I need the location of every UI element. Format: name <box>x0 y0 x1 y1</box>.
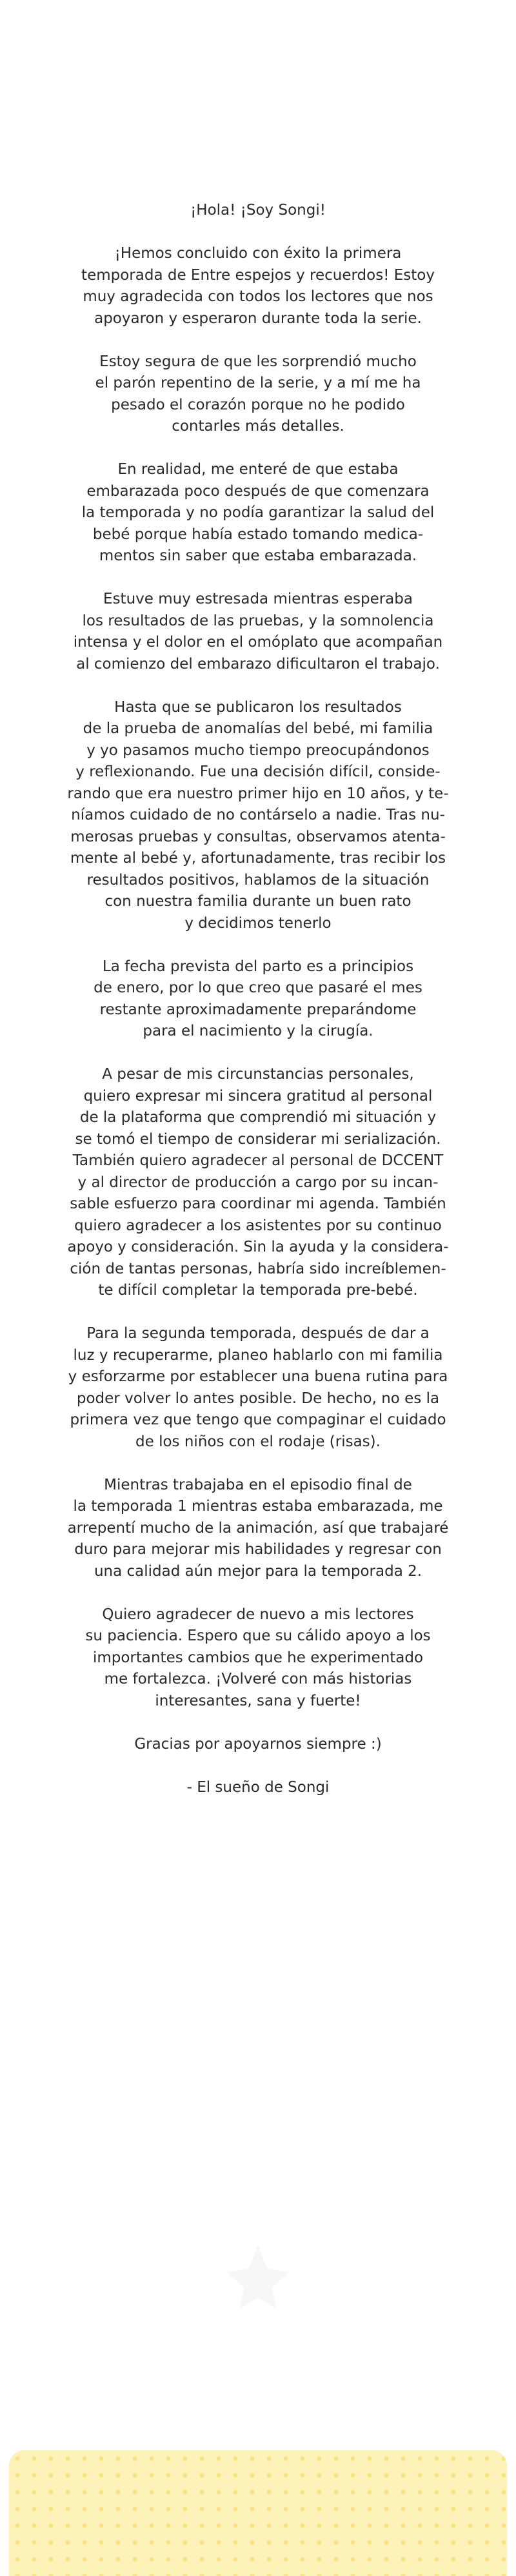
letter-paragraph: Estuve muy estresada mientras esperaba los resultados de las pruebas, y la somnolencia intensa y el dolor en el omóplato que acompañan al comienzo del embarazo dificultaron el trabajo. <box>73 591 443 673</box>
letter-paragraph: ¡Hemos concluido con éxito la primera temporada de Entre espejos y recuerdos! Estoy muy agradecida con todos los lectores que nos apoyaron y esperaron durante toda la serie. <box>81 245 435 327</box>
letter-paragraph: Estoy segura de que les sorprendió mucho el parón repentino de la serie, y a mí me ha pesado el corazón porque no he podido contarles más detalles. <box>95 353 421 435</box>
letter-paragraph: En realidad, me enteré de que estaba embarazada poco después de que comenzara la temporada y no podía garantizar la salud del bebé porque había estado tomando medica- mentos sin saber que estaba embarazada. <box>81 461 435 564</box>
footer-dotted-panel <box>9 2450 507 2576</box>
letter-paragraph: A pesar de mis circunstancias personales, quiero expresar mi sincera gratitud al personal de la plataforma que comprendió mi situación y se tomó el tiempo de considerar mi serialización. También quiero agradecer al personal de DCCENT y al director de producción a cargo por su incan- sable esfuerzo para coordinar mi agenda. También quiero agradecer a los asistentes por su continuo apoyo y consideración. Sin la ayuda y la considera- ción de tantas personas, habría sido increíblemen- te difícil completar la temporada pre-bebé. <box>67 1066 449 1299</box>
author-letter <box>0 200 516 1820</box>
letter-greeting: ¡Hola! ¡Soy Songi! <box>190 202 326 219</box>
letter-paragraph: Hasta que se publicaron los resultados de la prueba de anomalías del bebé, mi familia y yo pasamos mucho tiempo preocupándonos y reflexionando. Fue una decisión difícil, conside- rando que era nuestro primer hijo en 10 años, y te- níamos cuidado de no contárselo a nadie. Tras nu- merosas pruebas y consultas, observamos atenta- mente al bebé y, afortunadamente, tras recibir los resultados positivos, hablamos de la situación con nuestra familia durante un buen rato y decidimos tenerlo <box>67 698 449 932</box>
letter-paragraph: Para la segunda temporada, después de dar a luz y recuperarme, planeo hablarlo con mi familia y esforzarme por establecer una buena rutina para poder volver lo antes posible. De hecho, no es la primera vez que tengo que compaginar el cuidado de los niños con el rodaje (risas). <box>68 1325 448 1450</box>
letter-signature: - El sueño de Songi <box>186 1778 330 1796</box>
letter-paragraph: La fecha prevista del parto es a principios de enero, por lo que creo que pasaré el mes restante aproximadamente preparándome para el nacimiento y la cirugía. <box>94 958 422 1039</box>
watermark-icon <box>219 2237 297 2315</box>
letter-paragraph: Quiero agradecer de nuevo a mis lectores su paciencia. Espero que su cálido apoyo a los importantes cambios que he experimentado me fortalezca. ¡Volveré con más historias interesantes, sana y fuerte! <box>85 1606 431 1709</box>
letter-paragraph: Mientras trabajaba en el episodio final de la temporada 1 mientras estaba embarazada, me arrepentí mucho de la animación, así que trabajaré duro para mejorar mis habilidades y regresar con una calidad aún mejor para la temporada 2. <box>67 1476 449 1580</box>
letter-thanks: Gracias por apoyarnos siempre :) <box>134 1735 382 1753</box>
